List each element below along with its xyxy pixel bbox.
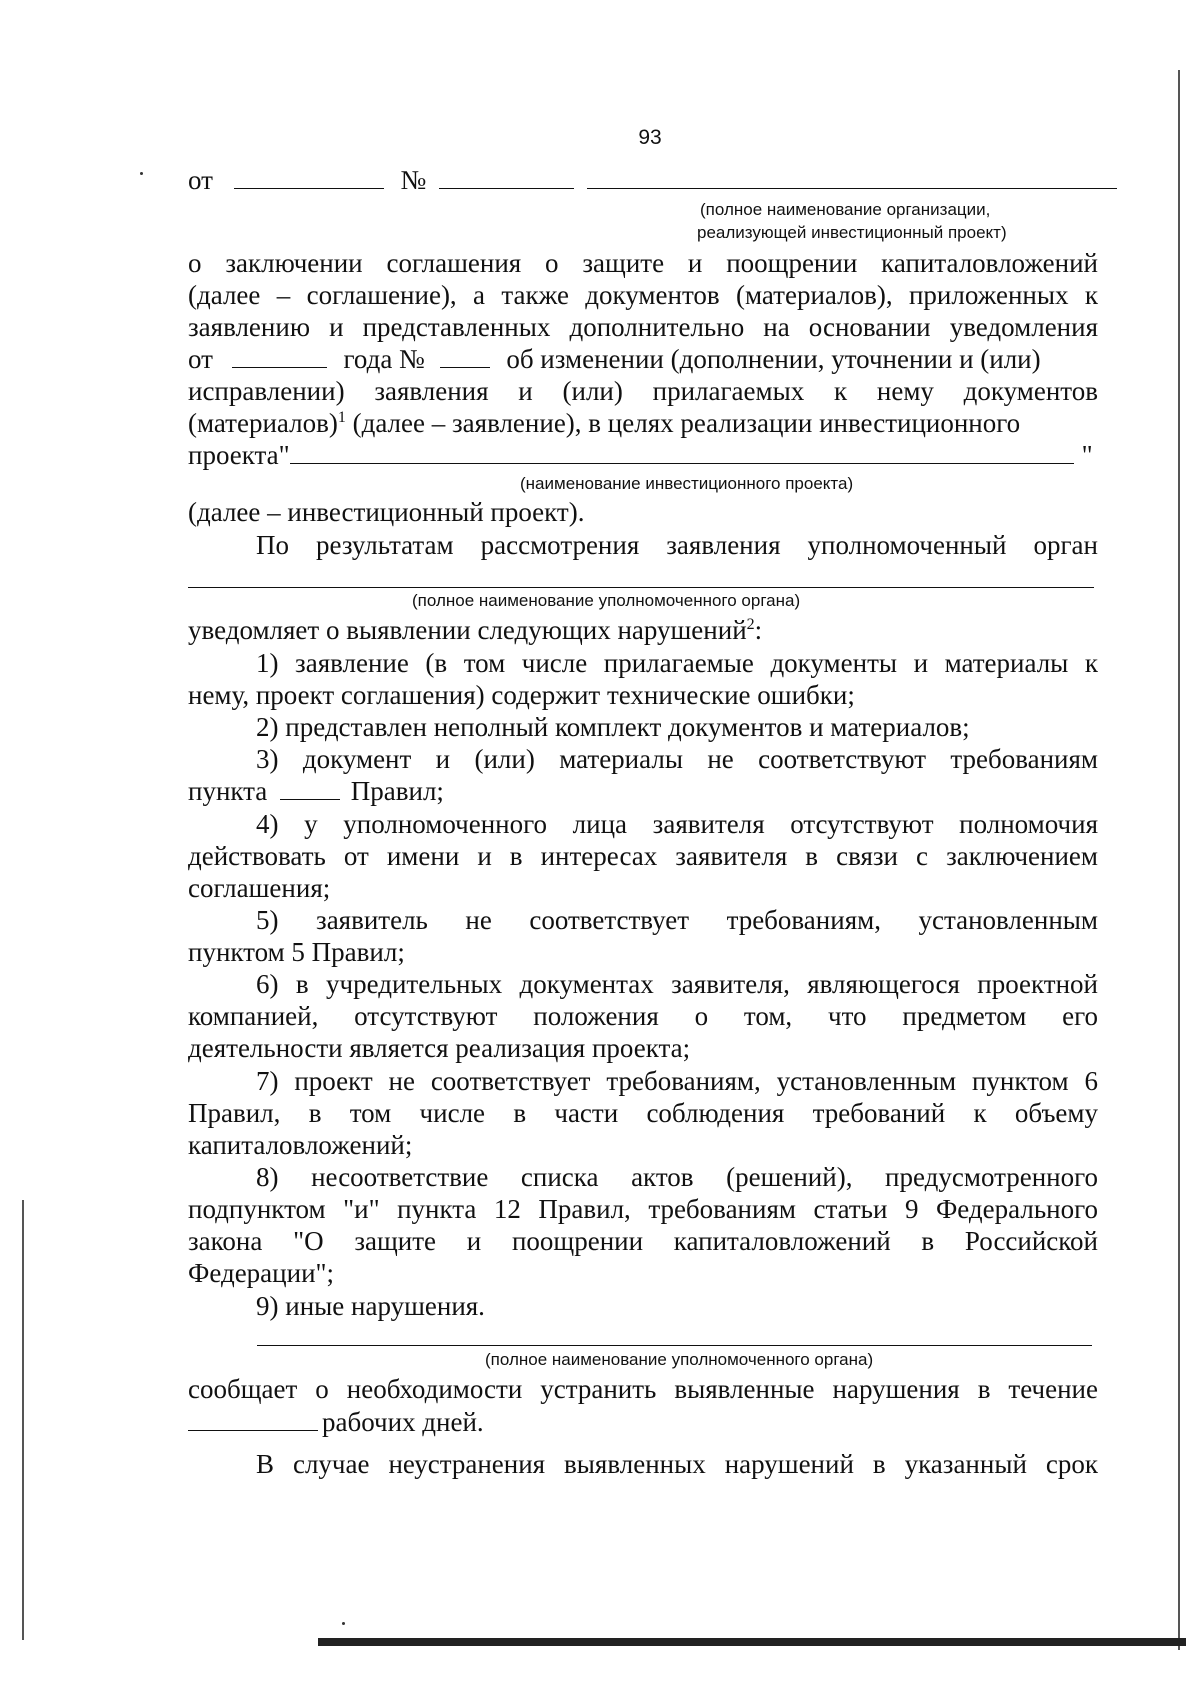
list-item: соглашения; — [188, 873, 331, 903]
year-number-label: года № — [343, 344, 425, 374]
text-line: исправлении) заявления и (или) прилагаемых к нему документов — [188, 376, 1098, 406]
list-item: нему, проект соглашения) содержит технические ошибки; — [188, 680, 855, 710]
list-item: капиталовложений; — [188, 1130, 413, 1160]
list-item — [188, 775, 1098, 807]
organization-blank[interactable] — [587, 166, 1117, 189]
text-line: заявлению и представленных дополнительно на основании уведомления — [188, 312, 1098, 342]
text-line: о заключении соглашения о защите и поощрении капиталовложений — [188, 248, 1098, 278]
text-line — [188, 343, 1098, 375]
project-caption: (наименование инвестиционного проекта) — [520, 474, 854, 493]
date-blank[interactable] — [234, 166, 384, 189]
scan-speck — [140, 172, 143, 175]
text-fragment: (далее – заявление), в целях реализации инвестиционного — [345, 408, 1021, 438]
list-item: 8) несоответствие списка актов (решений), предусмотренного — [256, 1162, 1098, 1192]
text-line: По результатам рассмотрения заявления уполномоченный орган — [256, 530, 1098, 560]
text-fragment: уведомляет о выявлении следующих нарушений — [188, 615, 747, 645]
list-item: 9) иные нарушения. — [256, 1291, 485, 1321]
org-caption: (полное наименование организации, — [700, 200, 991, 219]
text-fragment: об изменении (дополнении, уточнении и (или) — [506, 344, 1041, 374]
notice-number-blank[interactable] — [440, 345, 490, 368]
list-item: закона "О защите и поощрении капиталовложений в Российской — [188, 1226, 1098, 1256]
text-line — [188, 1406, 1098, 1438]
text-fragment: Правил; — [350, 776, 444, 806]
text-line: В случае неустранения выявленных нарушений в указанный срок — [256, 1449, 1098, 1479]
list-item: подпунктом "и" пункта 12 Правил, требованиям статьи 9 Федерального — [188, 1194, 1098, 1224]
list-item: компанией, отсутствуют положения о том, что предметом его — [188, 1001, 1098, 1031]
authority-blank[interactable] — [188, 587, 1094, 588]
scan-edge — [1178, 70, 1180, 1650]
list-item: действовать от имени и в интересах заявителя в связи с заключением — [188, 841, 1098, 871]
point-number-blank[interactable] — [280, 777, 340, 800]
text-line — [188, 439, 1098, 471]
text-line: (далее – инвестиционный проект). — [188, 497, 585, 527]
authority-caption: (полное наименование уполномоченного органа) — [412, 591, 801, 610]
text-fragment: (материалов) — [188, 408, 338, 438]
text-line — [188, 407, 1098, 439]
text-line: сообщает о необходимости устранить выявленные нарушения в течение — [188, 1374, 1098, 1404]
page-number: 93 — [638, 126, 662, 149]
scan-edge — [22, 1200, 24, 1640]
number-blank[interactable] — [439, 166, 574, 189]
org-caption: реализующей инвестиционный проект) — [697, 223, 1007, 242]
text-fragment: : — [754, 615, 763, 645]
authority-blank[interactable] — [257, 1345, 1092, 1346]
text-line — [188, 614, 1098, 646]
from-label: от — [188, 344, 213, 374]
scan-speck — [342, 1622, 345, 1625]
text-fragment: рабочих дней. — [322, 1407, 484, 1437]
notice-date-blank[interactable] — [232, 345, 327, 368]
list-item: 6) в учредительных документах заявителя, являющегося проектной — [256, 969, 1098, 999]
number-label: № — [400, 165, 427, 195]
list-item: Федерации"; — [188, 1258, 335, 1288]
list-item: 1) заявление (в том числе прилагаемые документы и материалы к — [256, 648, 1098, 678]
text-fragment: " — [1081, 440, 1093, 470]
list-item: 4) у уполномоченного лица заявителя отсутствуют полномочия — [256, 809, 1098, 839]
authority-caption: (полное наименование уполномоченного органа) — [485, 1350, 874, 1369]
text-fragment: проекта" — [188, 440, 290, 470]
list-item: 2) представлен неполный комплект документов и материалов; — [256, 712, 970, 742]
list-item: деятельности является реализация проекта; — [188, 1033, 691, 1063]
text-fragment: пункта — [188, 776, 268, 806]
list-item: 3) документ и (или) материалы не соответствуют требованиям — [256, 744, 1098, 774]
list-item: 7) проект не соответствует требованиям, установленным пунктом 6 — [256, 1066, 1098, 1096]
from-label: от — [188, 165, 213, 195]
days-count-blank[interactable] — [188, 1408, 318, 1431]
header-line — [188, 164, 1098, 196]
footnote-ref: 2 — [746, 616, 755, 633]
list-item: Правил, в том числе в части соблюдения требований к объему — [188, 1098, 1098, 1128]
list-item: пунктом 5 Правил; — [188, 937, 405, 967]
list-item: 5) заявитель не соответствует требованиям, установленным — [256, 905, 1098, 935]
footnote-ref: 1 — [337, 409, 346, 426]
text-line: (далее – соглашение), а также документов (материалов), приложенных к — [188, 280, 1098, 310]
project-name-blank[interactable] — [290, 441, 1074, 464]
scan-bottom-border — [318, 1638, 1186, 1646]
